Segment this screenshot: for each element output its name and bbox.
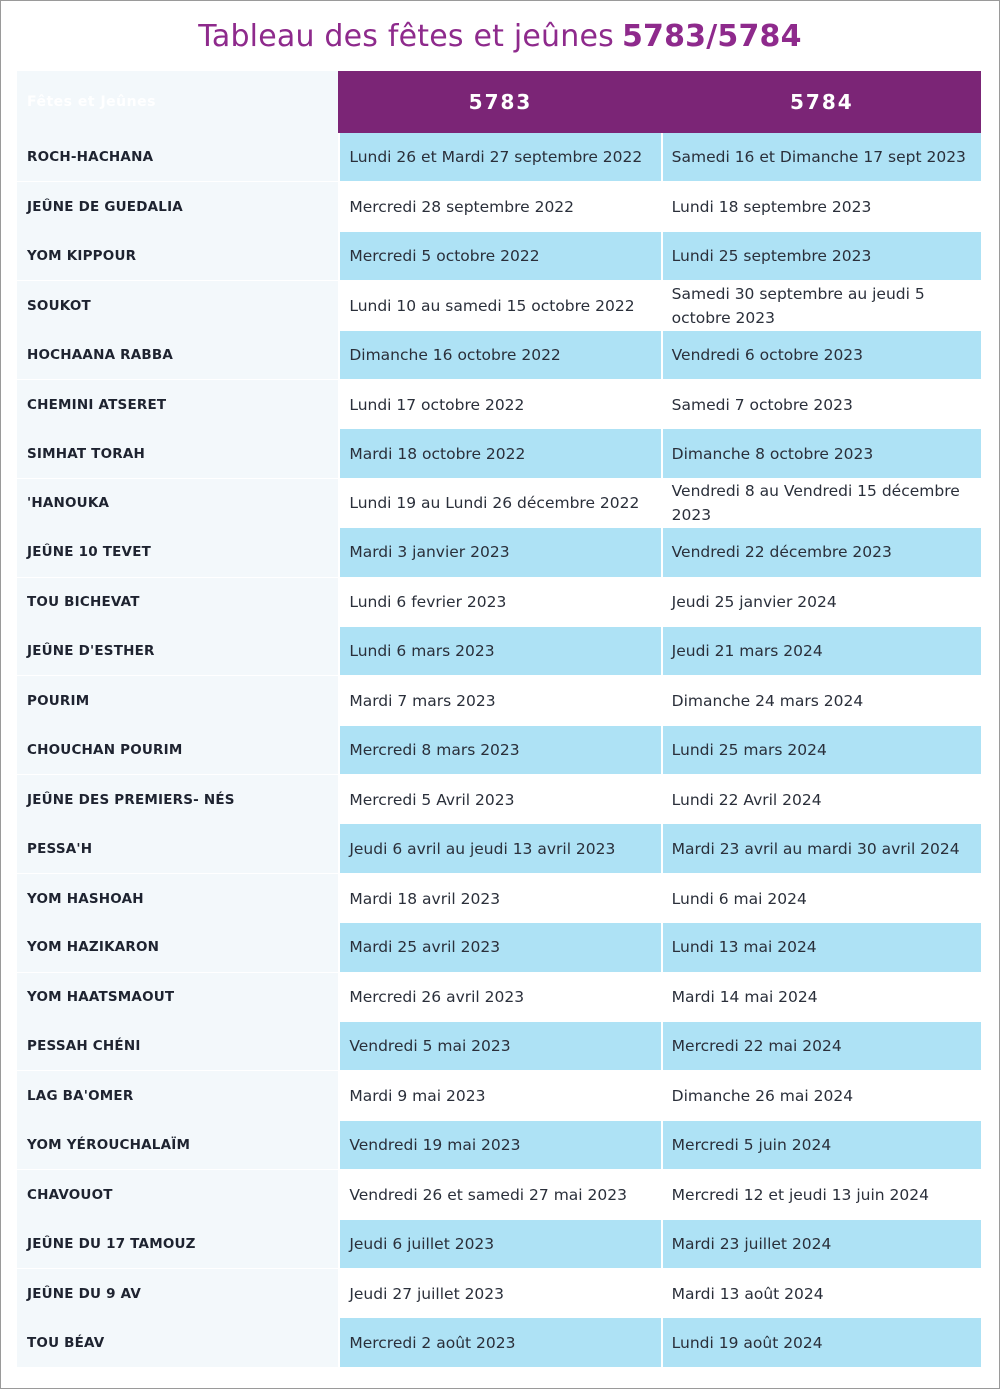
date-5784: Vendredi 8 au Vendredi 15 décembre 2023 bbox=[671, 482, 960, 525]
date-5783: Lundi 6 mars 2023 bbox=[340, 627, 660, 675]
table-row bbox=[17, 479, 981, 528]
date-5784: Vendredi 22 décembre 2023 bbox=[663, 528, 981, 576]
date-5783: Jeudi 27 juillet 2023 bbox=[349, 1284, 505, 1303]
table-row bbox=[17, 1318, 981, 1367]
holiday-name: JEÛNE DES PREMIERS- NÉS bbox=[17, 775, 338, 824]
date-5783: Vendredi 26 et samedi 27 mai 2023 bbox=[349, 1185, 627, 1204]
table-row bbox=[17, 874, 981, 923]
table-row bbox=[17, 1170, 981, 1219]
date-5783: Dimanche 16 octobre 2022 bbox=[340, 331, 660, 379]
holiday-name: JEÛNE DU 17 TAMOUZ bbox=[17, 1220, 338, 1268]
date-5783: Mardi 3 janvier 2023 bbox=[340, 528, 660, 576]
holiday-name: 'HANOUKA bbox=[17, 479, 338, 528]
date-5784: Mercredi 12 et jeudi 13 juin 2024 bbox=[671, 1185, 929, 1204]
table-header-row bbox=[17, 71, 981, 133]
holiday-name: YOM HAATSMAOUT bbox=[17, 973, 338, 1022]
date-5783: Mercredi 2 août 2023 bbox=[340, 1318, 660, 1366]
holiday-name: LAG BA'OMER bbox=[17, 1071, 338, 1120]
table-row bbox=[17, 1022, 981, 1071]
date-5783: Mardi 25 avril 2023 bbox=[340, 923, 660, 971]
holiday-name: YOM KIPPOUR bbox=[17, 232, 338, 280]
table-row bbox=[17, 1071, 981, 1120]
table-row bbox=[17, 775, 981, 824]
holiday-name: JEÛNE DE GUEDALIA bbox=[17, 182, 338, 231]
holiday-name: JEÛNE D'ESTHER bbox=[17, 627, 338, 675]
table-row bbox=[17, 824, 981, 873]
header-5783: 5783 bbox=[340, 71, 660, 133]
date-5784: Mercredi 22 mai 2024 bbox=[663, 1022, 981, 1070]
date-5784: Lundi 19 août 2024 bbox=[663, 1318, 981, 1366]
date-5783: Mercredi 5 Avril 2023 bbox=[349, 790, 515, 809]
holiday-name: PESSA'H bbox=[17, 824, 338, 872]
date-5784: Vendredi 6 octobre 2023 bbox=[663, 331, 981, 379]
holiday-name: PESSAH CHÉNI bbox=[17, 1022, 338, 1070]
date-5784: Samedi 7 octobre 2023 bbox=[671, 395, 853, 414]
table-row bbox=[17, 973, 981, 1022]
date-5783: Lundi 26 et Mardi 27 septembre 2022 bbox=[340, 133, 660, 181]
holiday-name: JEÛNE DU 9 AV bbox=[17, 1269, 338, 1318]
title-regular: Tableau des fêtes et jeûnes bbox=[198, 18, 614, 54]
date-5784: Mercredi 5 juin 2024 bbox=[663, 1121, 981, 1169]
date-5783: Mardi 9 mai 2023 bbox=[349, 1087, 486, 1106]
table-row bbox=[17, 1269, 981, 1318]
date-5784: Lundi 13 mai 2024 bbox=[663, 923, 981, 971]
date-5783: Vendredi 19 mai 2023 bbox=[340, 1121, 660, 1169]
table-row bbox=[17, 923, 981, 972]
holiday-name: YOM HASHOAH bbox=[17, 874, 338, 923]
holiday-name: CHEMINI ATSERET bbox=[17, 380, 338, 429]
date-5784: Dimanche 24 mars 2024 bbox=[671, 691, 864, 710]
holiday-name: TOU BICHEVAT bbox=[17, 578, 338, 627]
holiday-name: ROCH-HACHANA bbox=[17, 133, 338, 181]
date-5783: Lundi 6 fevrier 2023 bbox=[349, 593, 507, 612]
table-row bbox=[17, 182, 981, 231]
table-row bbox=[17, 281, 981, 330]
date-5783: Vendredi 5 mai 2023 bbox=[340, 1022, 660, 1070]
date-5784: Lundi 25 septembre 2023 bbox=[663, 232, 981, 280]
table-row bbox=[17, 331, 981, 380]
table-row bbox=[17, 726, 981, 775]
table-body bbox=[17, 133, 981, 1368]
date-5783: Mardi 7 mars 2023 bbox=[349, 691, 496, 710]
holiday-name: CHOUCHAN POURIM bbox=[17, 726, 338, 774]
date-5784: Jeudi 21 mars 2024 bbox=[663, 627, 981, 675]
date-5783: Mercredi 26 avril 2023 bbox=[349, 988, 525, 1007]
holiday-name: HOCHAANA RABBA bbox=[17, 331, 338, 379]
date-5783: Mardi 18 avril 2023 bbox=[349, 889, 501, 908]
holiday-name: SIMHAT TORAH bbox=[17, 429, 338, 477]
date-5783: Jeudi 6 juillet 2023 bbox=[340, 1220, 660, 1268]
date-5784: Jeudi 25 janvier 2024 bbox=[671, 593, 837, 612]
date-5784: Samedi 30 septembre au jeudi 5 octobre 2023 bbox=[671, 284, 925, 327]
date-5783: Jeudi 6 avril au jeudi 13 avril 2023 bbox=[340, 824, 660, 872]
date-5783: Mercredi 8 mars 2023 bbox=[340, 726, 660, 774]
page-title bbox=[1, 1, 999, 71]
date-5783: Mercredi 28 septembre 2022 bbox=[349, 198, 575, 217]
date-5784: Dimanche 26 mai 2024 bbox=[671, 1087, 854, 1106]
table-row bbox=[17, 133, 981, 182]
date-5784: Dimanche 8 octobre 2023 bbox=[663, 429, 981, 477]
date-5784: Mardi 14 mai 2024 bbox=[671, 988, 818, 1007]
date-5783: Mercredi 5 octobre 2022 bbox=[340, 232, 660, 280]
title-years: 5783/5784 bbox=[621, 18, 802, 54]
holiday-name: SOUKOT bbox=[17, 281, 338, 330]
table-row bbox=[17, 578, 981, 627]
date-5783: Lundi 17 octobre 2022 bbox=[349, 395, 525, 414]
date-5784: Mardi 23 juillet 2024 bbox=[663, 1220, 981, 1268]
date-5784: Lundi 25 mars 2024 bbox=[663, 726, 981, 774]
table-row bbox=[17, 232, 981, 281]
table-row bbox=[17, 380, 981, 429]
date-5783: Lundi 10 au samedi 15 octobre 2022 bbox=[349, 296, 635, 315]
header-holidays: Fêtes et Jeûnes bbox=[17, 71, 338, 133]
holiday-name: CHAVOUOT bbox=[17, 1170, 338, 1219]
holidays-table bbox=[17, 71, 981, 1368]
table-row bbox=[17, 528, 981, 577]
holiday-name: JEÛNE 10 TEVET bbox=[17, 528, 338, 576]
header-5784: 5784 bbox=[663, 71, 981, 133]
holiday-name: YOM HAZIKARON bbox=[17, 923, 338, 971]
date-5784: Lundi 18 septembre 2023 bbox=[671, 198, 872, 217]
date-5784: Mardi 23 avril au mardi 30 avril 2024 bbox=[663, 824, 981, 872]
date-5784: Lundi 6 mai 2024 bbox=[671, 889, 807, 908]
table-row bbox=[17, 627, 981, 676]
table-row bbox=[17, 676, 981, 725]
holiday-name: POURIM bbox=[17, 676, 338, 725]
holiday-name: YOM YÉROUCHALAÏM bbox=[17, 1121, 338, 1169]
date-5784: Mardi 13 août 2024 bbox=[671, 1284, 824, 1303]
holiday-name: TOU BÉAV bbox=[17, 1318, 338, 1366]
table-row bbox=[17, 1121, 981, 1170]
date-5784: Samedi 16 et Dimanche 17 sept 2023 bbox=[663, 133, 981, 181]
table-row bbox=[17, 429, 981, 478]
date-5783: Lundi 19 au Lundi 26 décembre 2022 bbox=[349, 494, 640, 513]
date-5784: Lundi 22 Avril 2024 bbox=[671, 790, 822, 809]
table-row bbox=[17, 1220, 981, 1269]
date-5783: Mardi 18 octobre 2022 bbox=[340, 429, 660, 477]
